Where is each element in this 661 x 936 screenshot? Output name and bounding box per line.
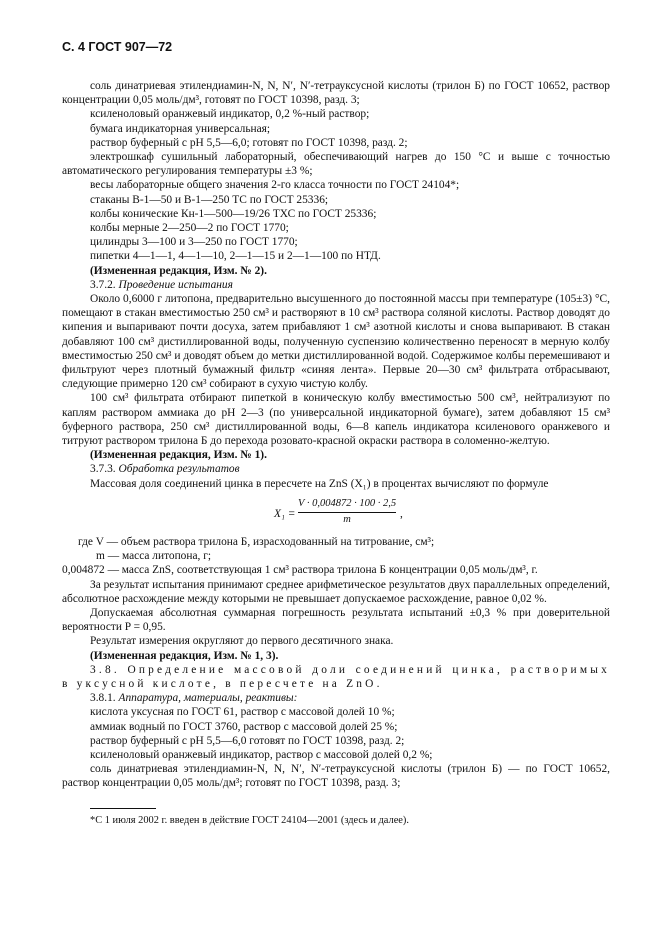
- amendment-note: (Измененная редакция, Изм. № 1, 3).: [90, 649, 279, 662]
- paragraph: Массовая доля соединений цинка в пересчете на ZnS (X₁) в процентах вычисляют по формуле: [90, 477, 549, 490]
- section-number: 3.8.1.: [90, 692, 116, 705]
- amendment-note: (Измененная редакция, Изм. № 2).: [90, 264, 267, 277]
- section-heading: [62, 691, 610, 705]
- paragraph: m — масса литопона, г;: [96, 550, 212, 563]
- section-title: Проведение испытания: [118, 278, 233, 291]
- paragraph: 100 см³ фильтрата отбирают пипеткой в коническую колбу вместимостью 500 см³, нейтрализуют по каплям раствором аммиака до рН 2—3 (по универсальной индикаторной бумаге), затем добавляют 15 см³ буферного раствора, 250 см³ дистиллированной воды, 6—8 капель индикатора ксиленового оранжевого и титруют раствором трилона Б до перехода розовато-красной окраски раствора в соломенно-желтую.: [62, 392, 610, 448]
- paragraph: Результат измерения округляют до первого десятичного знака.: [90, 635, 394, 648]
- paragraph: раствор буферный с рН 5,5—6,0 готовят по ГОСТ 10398, разд. 2;: [90, 734, 405, 747]
- paragraph: Около 0,6000 г литопона, предварительно высушенного до постоянной массы при температуре (105±3) °С, помещают в стакан вместимостью 250 см³ и растворяют в 10 см³ раствора соляной кислоты. Раствор доводят до кипения и выпаривают почти досуха, затем прибавляют 1 см³ азотной кислоты и снова выпаривают. В стакан добавляют 100 см³ дистиллированной воды, полученную суспензию количественно переносят в мерную колбу вместимостью 250 см³ и доводят объем до метки дистиллированной водой. Содержимое колбы перемешивают и фильтруют через плотный бумажный фильтр «синяя лента». Первые 20—30 см³ фильтрата отбрасывают, следующие примерно 120 см³ собирают в сухую чистую колбу.: [62, 293, 610, 391]
- section-heading: [62, 278, 610, 292]
- paragraph: бумага индикаторная универсальная;: [90, 122, 271, 135]
- section-title: Обработка результатов: [118, 463, 240, 476]
- paragraph: 0,004872 — масса ZnS, соответствующая 1 см³ раствора трилона Б концентрации 0,05 моль/дм³, г.: [62, 564, 538, 577]
- paragraph: весы лабораторные общего значения 2-го класса точности по ГОСТ 24104*;: [90, 179, 460, 192]
- section-heading: [62, 462, 610, 476]
- formula: [62, 497, 610, 531]
- paragraph: стаканы В-1—50 и В-1—250 ТС по ГОСТ 25336;: [90, 193, 329, 206]
- paragraph: раствор буферный с рН 5,5—6,0; готовят по ГОСТ 10398, разд. 2;: [90, 136, 408, 149]
- section-title: Аппаратура, материалы, реактивы:: [118, 692, 298, 705]
- section-number: 3.7.2.: [90, 278, 116, 291]
- paragraph: пипетки 4—1—1, 4—1—10, 2—1—15 и 2—1—100 по НТД.: [90, 250, 381, 263]
- formula-lhs: X₁ =: [274, 507, 296, 520]
- section-number: 3.7.3.: [90, 463, 116, 476]
- formula-comma: ,: [400, 507, 403, 520]
- footnote-divider: [90, 808, 156, 809]
- amendment-note: (Измененная редакция, Изм. № 1).: [90, 449, 267, 462]
- paragraph: Допускаемая абсолютная суммарная погрешность результата испытаний ±0,3 % при доверительной вероятности P = 0,95.: [62, 606, 610, 634]
- paragraph: электрошкаф сушильный лабораторный, обеспечивающий нагрев до 150 °С и выше с точностью автоматического регулирования температуры ±3 %;: [62, 151, 610, 178]
- paragraph: ксиленоловый оранжевый индикатор, раствор с массовой долей 0,2 %;: [90, 748, 433, 761]
- formula-numerator: V · 0,004872 · 100 · 2,5: [298, 497, 396, 513]
- paragraph: аммиак водный по ГОСТ 3760, раствор с массовой долей 25 %;: [90, 720, 398, 733]
- page-header: С. 4 ГОСТ 907—72: [62, 40, 173, 54]
- paragraph: кислота уксусная по ГОСТ 61, раствор с массовой долей 10 %;: [90, 706, 395, 719]
- paragraph: ксиленоловый оранжевый индикатор, 0,2 %-ный раствор;: [90, 108, 370, 121]
- paragraph: цилиндры 3—100 и 3—250 по ГОСТ 1770;: [90, 236, 298, 249]
- paragraph: соль динатриевая этилендиамин-N, N, N′, N′-тетрауксусной кислоты (трилон Б) — по ГОСТ 10652, раствор концентрации 0,05 моль/дм³; готовят по ГОСТ 10398, разд. 3;: [62, 763, 610, 790]
- paragraph: где V — объем раствора трилона Б, израсходованный на титрование, см³;: [78, 535, 435, 548]
- paragraph: колбы мерные 2—250—2 по ГОСТ 1770;: [90, 222, 289, 235]
- footnote: *С 1 июля 2002 г. введен в действие ГОСТ 24104—2001 (здесь и далее).: [90, 815, 409, 826]
- paragraph: За результат испытания принимают среднее арифметическое результатов двух параллельных определений, абсолютное расхождение между которыми не превышает допускаемое расхождение, равное 0,02 %.: [62, 578, 610, 605]
- paragraph: соль динатриевая этилендиамин-N, N, N′, N′-тетрауксусной кислоты (трилон Б) по ГОСТ 10652, раствор концентрации 0,05 моль/дм³, готовят по ГОСТ 10398, разд. 3;: [62, 80, 610, 107]
- document-body: [62, 79, 610, 791]
- paragraph: колбы конические Кн-1—500—19/26 ТХС по ГОСТ 25336;: [90, 207, 377, 220]
- formula-denominator: m: [343, 514, 351, 526]
- formula-fraction: [298, 497, 396, 527]
- section-heading: 3.8. Определение массовой доли соединений цинка, растворимых в уксусной кислоте, в пересчете на ZnO.: [62, 663, 610, 690]
